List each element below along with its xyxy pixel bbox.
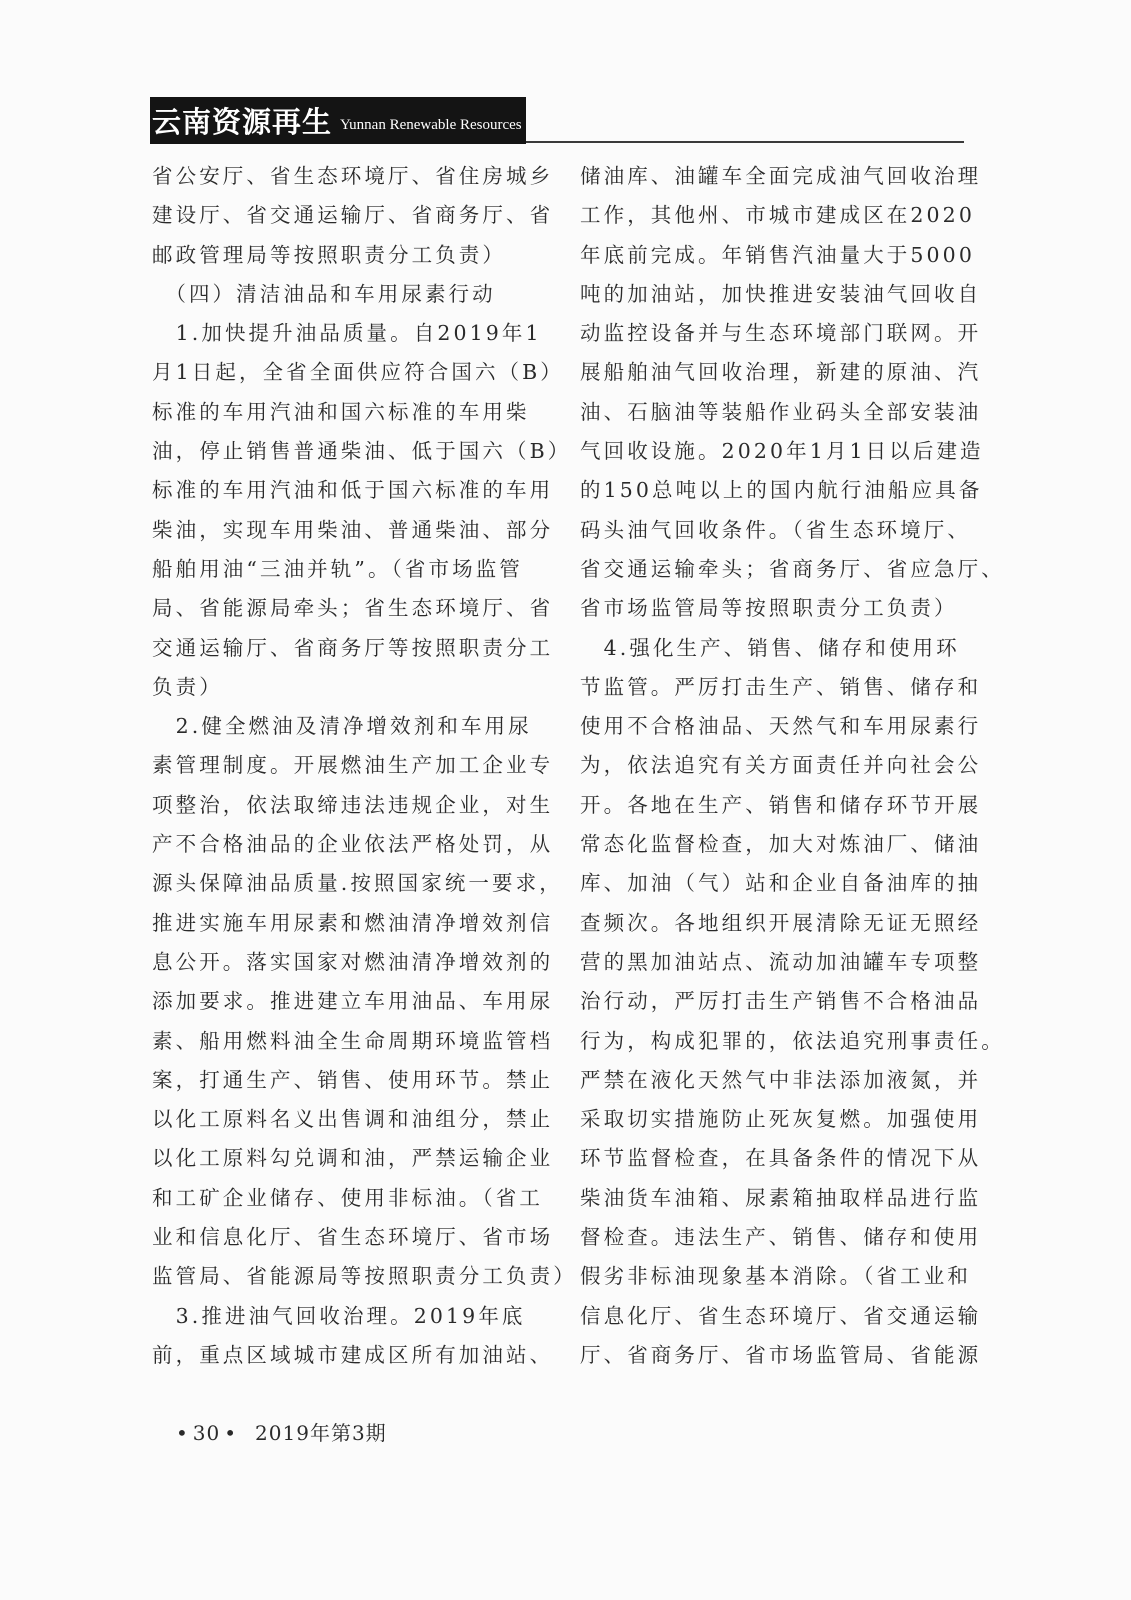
footer-bullet-right: • — [224, 1421, 238, 1445]
text-line: 前，重点区域城市建成区所有加油站、 — [152, 1342, 554, 1367]
text-line: 码头油气回收条件。（省生态环境厅、 — [580, 517, 971, 542]
text-line: 吨的加油站，加快推进安装油气回收自 — [580, 281, 982, 306]
text-line: 局、省能源局牵头；省生态环境厅、省 — [152, 596, 554, 621]
text-line: 负责） — [152, 674, 223, 699]
text-line: 省公安厅、省生态环境厅、省住房城乡 — [152, 164, 554, 188]
text-line: 以化工原料勾兑调和油，严禁运输企业 — [152, 1146, 554, 1171]
text-line: 船舶用油“三油并轨”。（省市场监管 — [152, 556, 523, 581]
text-line: 治行动，严厉打击生产销售不合格油品 — [580, 989, 982, 1014]
page-footer — [176, 1417, 387, 1446]
text-line: 素、船用燃料油全生命周期环境监管档 — [152, 1028, 554, 1053]
text-line: 和工矿企业储存、使用非标油。（省工 — [152, 1185, 543, 1210]
text-line: 添加要求。推进建立车用油品、车用尿 — [152, 989, 554, 1014]
text-line: 储油库、油罐车全面完成油气回收治理 — [580, 164, 982, 188]
text-line: 3.推进油气回收治理。2019年底 — [152, 1303, 526, 1328]
text-line: 项整治，依法取缔违法违规企业，对生 — [152, 792, 554, 817]
text-line: 气回收设施。2020年1月1日以后建造 — [580, 439, 984, 464]
text-line: 产不合格油品的企业依法严格处罚，从 — [152, 832, 554, 857]
text-line: 开。各地在生产、销售和储存环节开展 — [580, 792, 982, 817]
text-line: 柴油货车油箱、尿素箱抽取样品进行监 — [580, 1185, 982, 1210]
text-line: 督检查。违法生产、销售、储存和使用 — [580, 1225, 982, 1250]
text-line: 严禁在液化天然气中非法添加液氮，并 — [580, 1067, 982, 1092]
text-line: 厅、省商务厅、省市场监管局、省能源 — [580, 1342, 982, 1367]
text-line: 假劣非标油现象基本消除。（省工业和 — [580, 1264, 971, 1289]
text-line: 邮政管理局等按照职责分工负责） — [152, 242, 506, 267]
footer-bullet-left: • — [176, 1421, 189, 1445]
journal-title-cn: 云南资源再生 — [152, 105, 333, 139]
text-line: 动监控设备并与生态环境部门联网。开 — [580, 321, 982, 346]
text-line: 工作，其他州、市城市建成区在2020 — [580, 203, 975, 228]
text-line: 建设厅、省交通运输厅、省商务厅、省 — [152, 203, 554, 228]
text-line: 1.加快提升油品质量。自2019年1 — [152, 321, 542, 346]
text-line: 素管理制度。开展燃油生产加工企业专 — [152, 753, 554, 778]
text-line: 查频次。各地组织开展清除无证无照经 — [580, 910, 982, 935]
text-line: 监管局、省能源局等按照职责分工负责） — [152, 1264, 577, 1289]
text-line: 柴油，实现车用柴油、普通柴油、部分 — [152, 517, 554, 542]
left-text-column — [152, 157, 577, 1375]
text-line: 标准的车用汽油和低于国六标准的车用 — [152, 478, 554, 503]
text-line: 环节监督检查，在具备条件的情况下从 — [580, 1146, 982, 1171]
journal-title-en: Yunnan Renewable Resources — [340, 117, 522, 133]
text-line: 省市场监管局等按照职责分工负责） — [580, 596, 958, 621]
text-line: 使用不合格油品、天然气和车用尿素行 — [580, 714, 982, 739]
text-line: 节监管。严厉打击生产、销售、储存和 — [580, 674, 982, 699]
text-line: 标准的车用汽油和国六标准的车用柴 — [152, 399, 530, 424]
text-line: 油，停止销售普通柴油、低于国六（B） — [152, 439, 572, 464]
issue-label: 2019年第3期 — [255, 1421, 387, 1445]
text-line: 展船舶油气回收治理，新建的原油、汽 — [580, 360, 982, 385]
text-line: 2.健全燃油及清净增效剂和车用尿 — [152, 714, 532, 739]
text-line: 省交通运输牵头；省商务厅、省应急厅、 — [580, 556, 1005, 581]
text-line: 营的黑加油站点、流动加油罐车专项整 — [580, 949, 982, 974]
text-line: 库、加油（气）站和企业自备油库的抽 — [580, 871, 982, 896]
text-line: 为，依法追究有关方面责任并向社会公 — [580, 753, 982, 778]
right-text-column — [580, 157, 1005, 1375]
page-number: 30 — [192, 1421, 221, 1445]
text-line: 业和信息化厅、省生态环境厅、省市场 — [152, 1225, 554, 1250]
text-line: 信息化厅、省生态环境厅、省交通运输 — [580, 1303, 982, 1328]
text-line: 推进实施车用尿素和燃油清净增效剂信 — [152, 910, 554, 935]
text-line: 月1日起，全省全面供应符合国六（B） — [152, 360, 564, 385]
text-line: 源头保障油品质量.按照国家统一要求， — [152, 871, 563, 896]
text-line: 的150总吨以上的国内航行油船应具备 — [580, 478, 983, 503]
journal-masthead — [150, 97, 526, 144]
text-line: 油、石脑油等装船作业码头全部安装油 — [580, 399, 982, 424]
text-line: 以化工原料名义出售调和油组分，禁止 — [152, 1107, 554, 1132]
text-line: 交通运输厅、省商务厅等按照职责分工 — [152, 635, 554, 660]
text-line: 息公开。落实国家对燃油清净增效剂的 — [152, 949, 554, 974]
text-line: 年底前完成。年销售汽油量大于5000 — [580, 242, 975, 267]
text-line: 采取切实措施防止死灰复燃。加强使用 — [580, 1107, 982, 1132]
text-line: 案，打通生产、销售、使用环节。禁止 — [152, 1067, 554, 1092]
header-rule — [526, 141, 964, 143]
text-line: 4.强化生产、销售、储存和使用环 — [580, 635, 960, 660]
text-line: 常态化监督检查，加大对炼油厂、储油 — [580, 832, 982, 857]
text-line: 行为，构成犯罪的，依法追究刑事责任。 — [580, 1028, 1005, 1053]
text-line: （四）清洁油品和车用尿素行动 — [152, 281, 496, 306]
